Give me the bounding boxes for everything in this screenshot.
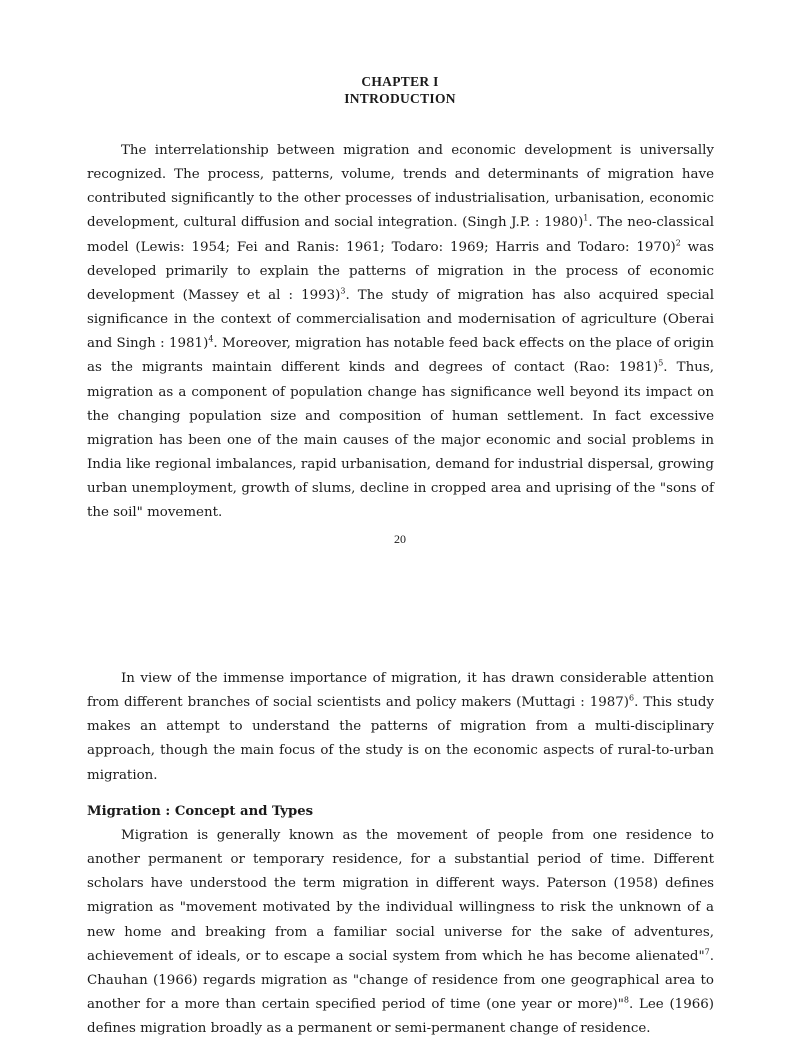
paragraph-text: . The study of migration has also acquired special significance in the context of commercialisation and modernisation of agriculture (Oberai and Singh : 1981): [87, 287, 714, 352]
chapter-title: INTRODUCTION: [344, 91, 456, 106]
concept-paragraph: [87, 824, 714, 1041]
footnote-ref: 7: [704, 947, 710, 957]
paragraph-text: . Lee (1966) defines migration broadly as a permanent or semi-permanent change of residence.: [87, 997, 714, 1037]
paragraph-text: In view of the immense importance of migration, it has drawn considerable attention from different branches of social scientists and policy makers (Muttagi : 1987): [87, 671, 714, 711]
footnote-ref: 2: [675, 238, 681, 248]
paragraph-text: The interrelationship between migration and economic development is universally recognized. The process, patterns, volume, trends and determinants of migration have contributed significantly to the other processes of industrialisation, urbanisation, economic development, cultural diffusion and social integration. (Singh J.P. : 1980): [87, 143, 714, 231]
paragraph-text: . Thus, migration as a component of population change has significance well beyond its impact on the changing population size and composition of human settlement. In fact excessive migration has been one of the main causes of the major economic and social problems in India like regional imbalances, rapid urbanisation, demand for industrial dispersal, growing urban unemployment, growth of slums, decline in cropped area and uprising of the "sons of the soil" movement.: [87, 360, 714, 521]
paragraph-text: was developed primarily to explain the patterns of migration in the process of economic development (Massey et al : 1993): [87, 239, 714, 303]
footnote-ref: 8: [623, 995, 630, 1005]
paragraph-text: . This study makes an attempt to understand the patterns of migration from a multi-disciplinary approach, though the main focus of the study is on the economic aspects of rural-to-urban migration.: [87, 695, 714, 783]
footnote-ref: 1: [583, 214, 589, 223]
paragraph-text: . Moreover, migration has notable feed back effects on the place of origin as the migrants maintain different kinds and degrees of contact (Rao: 1981): [87, 336, 715, 376]
chapter-number: CHAPTER I: [361, 74, 439, 89]
paragraph-text: Migration is generally known as the movement of people from one residence to another permanent or temporary residence, for a substantial period of time. Different scholars have understood the term migration in different ways. Paterson (1958) defines migration as "movement motivated by the individual willingness to risk the unknown of a new home and breaking from a familiar social universe for the sake of adventures, achievement of ideals, or to escape a social system from which he has become alienated": [87, 828, 714, 964]
section-heading: Migration : Concept and Types: [87, 804, 314, 819]
footnote-ref: 6: [629, 693, 635, 703]
footnote-ref: 4: [208, 334, 214, 344]
introduction-paragraph-1: [87, 139, 714, 526]
paragraph-text: . Chauhan (1966) regards migration as "change of residence from one geographical area to another for a more than certain specified period of time (one year or more)": [87, 948, 714, 1013]
page-number: 20: [394, 532, 406, 546]
footnote-ref: 3: [340, 286, 346, 296]
paragraph-text: . The neo-classical model (Lewis: 1954; Fei and Ranis: 1961; Todaro: 1969; Harris and Todaro: 1970): [87, 215, 714, 255]
introduction-paragraph-2: [87, 667, 714, 788]
footnote-ref: 5: [658, 358, 664, 368]
